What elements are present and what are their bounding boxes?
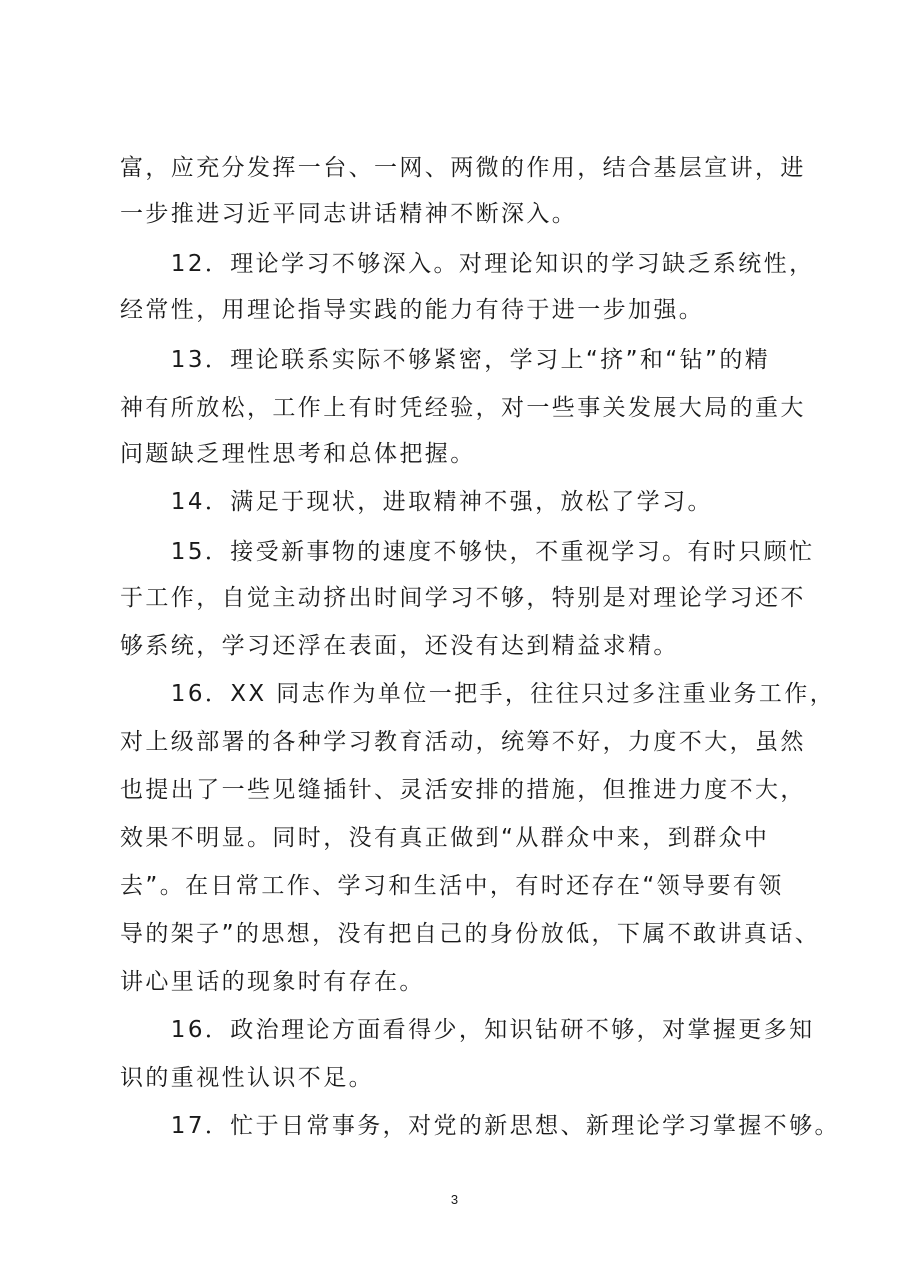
text-line: 够系统，学习还浮在表面，还没有达到精益求精。 [120, 633, 679, 659]
text-line: 问题缺乏理性思考和总体把握。 [120, 441, 476, 467]
text-line: 14．满足于现状，进取精神不强，放松了学习。 [120, 489, 713, 515]
text-line: 富，应充分发挥一台、一网、两微的作用，结合基层宣讲，进 [120, 155, 806, 181]
text-line: 经常性，用理论指导实践的能力有待于进一步加强。 [120, 297, 705, 323]
text-line: 导的架子”的思想，没有把自己的身份放低，下属不敢讲真话、 [120, 921, 821, 947]
text-line: 效果不明显。同时，没有真正做到“从群众中来，到群众中 [120, 825, 770, 851]
text-line: 于工作，自觉主动挤出时间学习不够，特别是对理论学习还不 [120, 585, 806, 611]
text-line: 神有所放松，工作上有时凭经验，对一些事关发展大局的重大 [120, 395, 806, 421]
text-line: 对上级部署的各种学习教育活动，统筹不好，力度不大，虽然 [120, 729, 806, 755]
text-line: 16．政治理论方面看得少，知识钻研不够，对掌握更多知 [120, 1017, 815, 1043]
text-line: 13．理论联系实际不够紧密，学习上“挤”和“钻”的精 [120, 347, 771, 373]
text-line: 16．XX 同志作为单位一把手，往往只过多注重业务工作， [120, 681, 836, 707]
text-line: 讲心里话的现象时有存在。 [120, 969, 425, 995]
text-line: 识的重视性认识不足。 [120, 1065, 374, 1091]
text-line: 去”。在日常工作、学习和生活中，有时还存在“领导要有领 [120, 873, 784, 899]
text-line: 一步推进习近平同志讲话精神不断深入。 [120, 201, 578, 227]
page-number: 3 [450, 1192, 459, 1207]
text-line: 15．接受新事物的速度不够快，不重视学习。有时只顾忙 [120, 539, 815, 565]
text-line: 也提出了一些见缝插针、灵活安排的措施，但推进力度不大， [120, 777, 806, 803]
text-line: 17．忙于日常事务，对党的新思想、新理论学习掌握不够。 [120, 1113, 840, 1139]
text-line: 12．理论学习不够深入。对理论知识的学习缺乏系统性， [120, 251, 815, 277]
